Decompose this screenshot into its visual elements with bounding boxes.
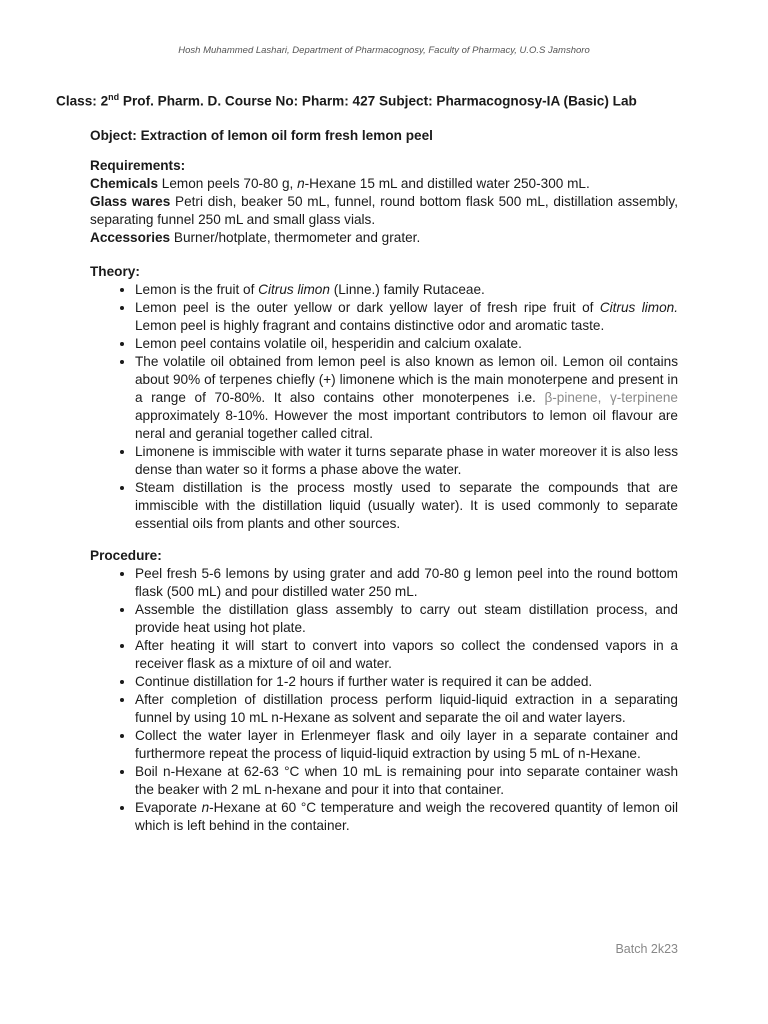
chemicals-text: Lemon peels 70-80 g, <box>158 176 298 191</box>
procedure-item: • Continue distillation for 1-2 hours if further water is required it can be added. <box>135 673 678 691</box>
theory-grey-text: β-pinene, γ-terpinene <box>544 390 678 405</box>
theory-item: • Steam distillation is the process mostly used to separate the compounds that are immiscible with the distillation liquid (usually water). It is used commonly to separate essential oils from plants and other sources. <box>135 479 678 533</box>
class-line <box>56 92 736 109</box>
procedure-item: • Collect the water layer in Erlenmeyer flask and oily layer in a separate container and furthermore repeat the process of liquid-liquid extraction by using 5 mL of n-Hexane. <box>135 727 678 763</box>
theory-text: Lemon peel is the outer yellow or dark yellow layer of fresh ripe fruit of <box>135 300 600 315</box>
procedure-item: • Boil n-Hexane at 62-63 °C when 10 mL is remaining pour into separate container wash the beaker with 2 mL n-hexane and pour it into that container. <box>135 763 678 799</box>
class-superscript: nd <box>108 92 120 102</box>
theory-item: • Lemon peel contains volatile oil, hesperidin and calcium oxalate. <box>135 335 678 353</box>
procedure-item: • After heating it will start to convert into vapors so collect the condensed vapors in a receiver flask as a mixture of oil and water. <box>135 637 678 673</box>
procedure-item <box>135 799 678 835</box>
procedure-item: • Assemble the distillation glass assembly to carry out steam distillation process, and provide heat using hot plate. <box>135 601 678 637</box>
chemicals-line <box>90 175 678 193</box>
theory-text: Lemon peel is highly fragrant and contains distinctive odor and aromatic taste. <box>135 318 605 333</box>
accessories-text: Burner/hotplate, thermometer and grater. <box>170 230 421 245</box>
procedure-text: -Hexane at 60 °C temperature and weigh the recovered quantity of lemon oil which is left behind in the container. <box>135 800 679 833</box>
theory-text: The volatile oil obtained from lemon peel is also known as lemon oil. Lemon oil contains about 90% of terpenes chiefly (+) limonene which is the main monoterpene and present in a range of 70-80%. It also contains other monoterpenes i.e. <box>135 354 678 405</box>
theory-item <box>135 299 678 335</box>
glass-wares-label: Glass wares <box>90 194 171 209</box>
procedure-item: • After completion of distillation process perform liquid-liquid extraction in a separating funnel by using 10 mL n-Hexane as solvent and separate the oil and water layers. <box>135 691 678 727</box>
chemicals-text-end: -Hexane 15 mL and distilled water 250-300 mL. <box>304 176 590 191</box>
glass-wares-text: Petri dish, beaker 50 mL, funnel, round bottom flask 500 mL, distillation assembly, separating funnel 250 mL and small glass vials. <box>90 194 678 227</box>
procedure-item: • Peel fresh 5-6 lemons by using grater and add 70-80 g lemon peel into the round bottom flask (500 mL) and pour distilled water 250 mL. <box>135 565 678 601</box>
theory-text: Lemon is the fruit of <box>135 282 259 297</box>
accessories-line <box>90 229 678 247</box>
theory-item <box>135 353 678 443</box>
theory-text: (Linne.) family Rutaceae. <box>329 282 485 297</box>
procedure-text: Evaporate <box>135 800 202 815</box>
chemicals-italic: n <box>297 176 305 191</box>
accessories-label: Accessories <box>90 230 171 245</box>
theory-italic: Citrus limon <box>258 282 330 297</box>
theory-item <box>135 281 678 299</box>
class-prefix: Class: 2 <box>56 93 109 109</box>
theory-title: Theory: <box>90 264 140 279</box>
theory-item: • Limonene is immiscible with water it turns separate phase in water moreover it is also less dense than water so it forms a phase above the water. <box>135 443 678 479</box>
theory-italic: Citrus limon. <box>599 300 678 315</box>
document-body <box>90 127 678 835</box>
chemicals-label: Chemicals <box>90 176 159 191</box>
theory-text: approximately 8-10%. However the most important contributors to lemon oil flavour are neral and geranial together called citral. <box>135 408 678 441</box>
requirements-title: Requirements: <box>90 158 186 173</box>
object-heading: Object: Extraction of lemon oil form fresh lemon peel <box>90 128 433 143</box>
page-header: Hosh Muhammed Lashari, Department of Pharmacognosy, Faculty of Pharmacy, U.O.S Jamshoro <box>178 45 590 56</box>
procedure-list <box>90 565 678 835</box>
theory-list <box>90 281 678 533</box>
class-suffix: Prof. Pharm. D. Course No: Pharm: 427 Subject: Pharmacognosy-IA (Basic) Lab <box>119 93 637 109</box>
procedure-italic: n <box>201 800 210 815</box>
procedure-title: Procedure: <box>90 548 162 563</box>
glass-wares-line <box>90 193 678 229</box>
batch-footer: Batch 2k23 <box>615 942 678 956</box>
